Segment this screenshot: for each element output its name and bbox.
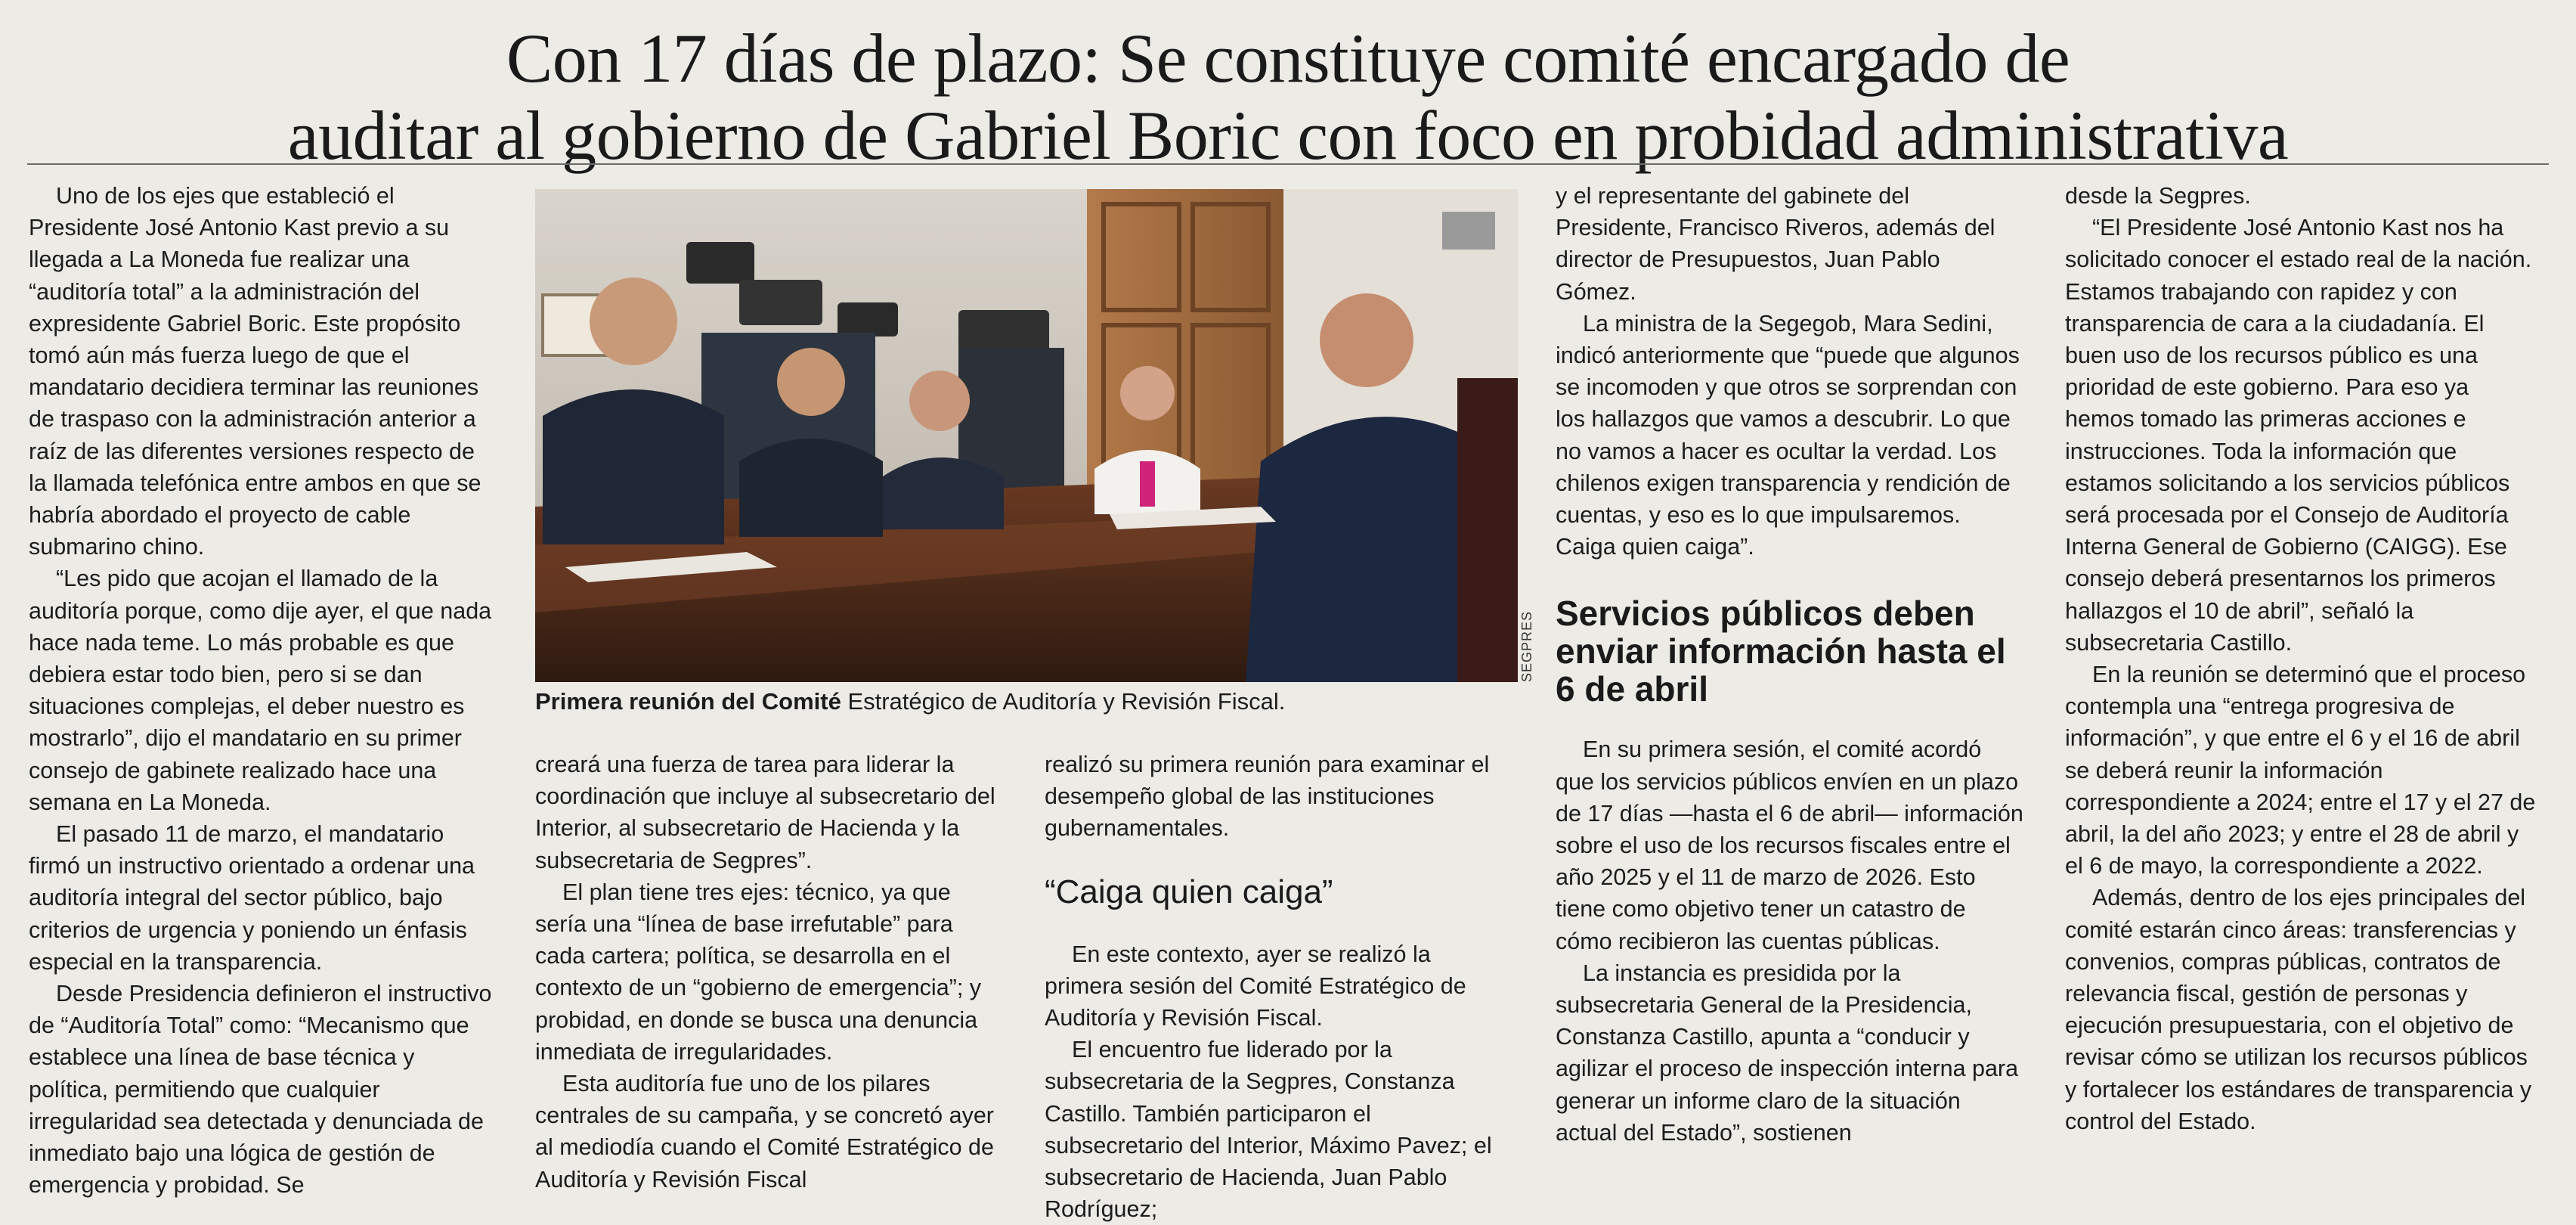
caption-bold: Primera reunión del Comité	[535, 688, 841, 715]
paragraph: La instancia es presidida por la subsecretaria General de la Presidencia, Constanza Castillo, apunta a “conducir y agilizar el proceso de inspección interna para generar un informe claro de la situación actual del Estado”, sostienen	[1556, 960, 2019, 1146]
paragraph: El plan tiene tres ejes: técnico, ya que sería una “línea de base irrefutable” para cada cartera; política, se desarrolla en el contexto de un “gobierno de emergencia”; y probidad, en donde se busca una denuncia inmediata de irregularidades.	[535, 879, 982, 1065]
paragraph: En este contexto, ayer se realizó la primera sesión del Comité Estratégico de Auditoría y Revisión Fiscal.	[1045, 941, 1466, 1031]
paragraph: desde la Segpres.	[2065, 183, 2251, 209]
headline-line-2: auditar al gobierno de Gabriel Boric con foco en probidad administrativa	[287, 97, 2289, 174]
paragraph: “Les pido que acojan el llamado de la auditoría porque, como dije ayer, el que nada hace nada teme. Lo más probable es que debiera estar todo bien, pero si se dan situaciones complejas, el deber nuestro es mostrarlo”, dijo el mandatario en su primer consejo de gabinete realizado hace una semana en La Moneda.	[29, 566, 492, 815]
meeting-photo	[535, 189, 1518, 682]
column-4	[1556, 180, 2026, 1201]
column-5	[2065, 180, 2541, 1201]
headline-rule	[27, 163, 2549, 165]
caption-text: Estratégico de Auditoría y Revisión Fiscal.	[841, 688, 1286, 715]
meeting-photo-illustration	[535, 189, 1518, 682]
paragraph: realizó su primera reunión para examinar el desempeño global de las instituciones gubernamentales.	[1045, 752, 1490, 842]
paragraph: Desde Presidencia definieron el instructivo de “Auditoría Total” como: “Mecanismo que establece una línea de base técnica y política, permitiendo que cualquier irregularidad sea detectada y denunciada de inmediato bajo una lógica de gestión de emergencia y probidad. Se	[29, 981, 492, 1199]
paragraph: creará una fuerza de tarea para liderar la coordinación que incluye al subsecretario del Interior, al subsecretario de Hacienda y la subsecretaria de Segpres”.	[535, 752, 995, 873]
headline	[0, 20, 2576, 174]
paragraph: El encuentro fue liderado por la subsecretaria de la Segpres, Constanza Castillo. También participaron el subsecretario del Interior, Máximo Pavez; el subsecretario de Hacienda, Juan Pablo Rodríguez;	[1045, 1037, 1492, 1223]
column-2	[535, 749, 1005, 1202]
photo-caption	[535, 685, 1548, 718]
paragraph: En la reunión se determinó que el proceso contempla una “entrega progresiva de información”, y que entre el 6 y el 16 de abril se deberá reunir la información correspondiente a 2024; entre el 17 y el 27 de abril, la del año 2023; y entre el 28 de abril y el 6 de mayo, la correspondiente a 2022.	[2065, 662, 2536, 879]
paragraph: La ministra de la Segegob, Mara Sedini, indicó anteriormente que “puede que algunos se incomoden y que otros se sorprendan con los hallazgos que vamos a descubrir. Lo que no vamos a hacer es ocultar la verdad. Los chilenos exigen transparencia y rendición de cuentas, y eso es lo que impulsaremos. Caiga quien caiga”.	[1556, 310, 2020, 560]
paragraph: “El Presidente José Antonio Kast nos ha solicitado conocer el estado real de la nación. Estamos trabajando con rapidez y con transparencia de cara a la ciudadanía. El buen uso de los recursos público es una prioridad de este gobierno. Para eso ya hemos tomado las primeras acciones e instrucciones. Toda la información que estamos solicitando a los servicios públicos será procesada por el Consejo de Auditoría Interna General de Gobierno (CAIGG). Ese consejo deberá presentarnos los primeros hallazgos el 10 de abril”, señaló la subsecretaria Castillo.	[2065, 215, 2532, 656]
paragraph: Esta auditoría fue uno de los pilares centrales de su campaña, y se concretó ayer al mediodía cuando el Comité Estratégico de Auditoría y Revisión Fiscal	[535, 1071, 994, 1192]
column-1	[29, 180, 499, 1201]
paragraph: Uno de los ejes que estableció el Presidente José Antonio Kast previo a su llegada a La Moneda fue realizar una “auditoría total” a la administración del expresidente Gabriel Boric. Este propósito tomó aún más fuerza luego de que el mandatario decidiera terminar las reuniones de traspaso con la administración anterior a raíz de las diferentes versiones respecto de la llamada telefónica entre ambos en que se habría abordado el proyecto de cable submarino chino.	[29, 183, 481, 560]
photo-credit: SEGPRES	[1519, 610, 1534, 682]
paragraph: Además, dentro de los ejes principales del comité estarán cinco áreas: transferencias y convenios, compras públicas, contratos de relevancia fiscal, gestión de personas y ejecución presupuestaria, con el objetivo de revisar cómo se utilizan los recursos públicos y fortalecer los estándares de transparencia y control del Estado.	[2065, 885, 2532, 1134]
paragraph: En su primera sesión, el comité acordó que los servicios públicos envíen en un plazo de 17 días —hasta el 6 de abril— información sobre el uso de los recursos fiscales entre el año 2025 y el 11 de marzo de 2026. Esto tiene como objetivo tener un catastro de cómo recibieron las cuentas públicas.	[1556, 737, 2023, 954]
paragraph: El pasado 11 de marzo, el mandatario firmó un instructivo orientado a ordenar una auditoría integral del sector público, bajo criterios de urgencia y poniendo un énfasis especial en la transparencia.	[29, 821, 475, 975]
subheading-servicios-publicos: Servicios públicos deben enviar información hasta el 6 de abril	[1556, 594, 2006, 709]
paragraph: y el representante del gabinete del Presidente, Francisco Riveros, además del director de Presupuestos, Juan Pablo Gómez.	[1556, 183, 1995, 305]
subheading-caiga-quien-caiga: “Caiga quien caiga”	[1045, 873, 1333, 910]
headline-line-1: Con 17 días de plazo: Se constituye comité encargado de	[506, 20, 2070, 97]
column-3	[1045, 749, 1515, 1223]
